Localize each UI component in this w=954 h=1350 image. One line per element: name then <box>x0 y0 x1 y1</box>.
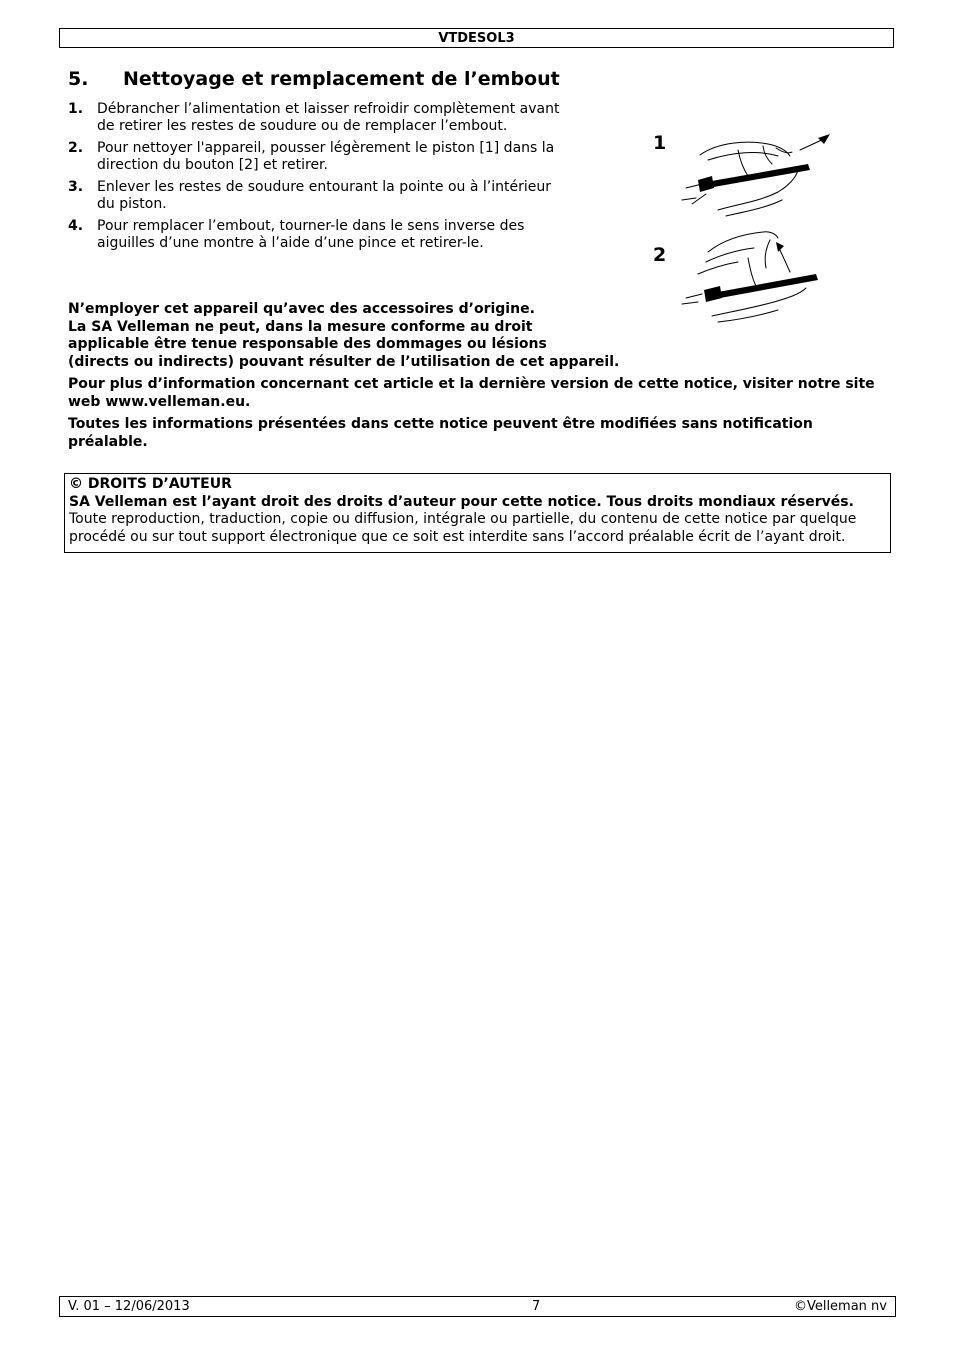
step-text: Pour remplacer l’embout, tourner-le dans le sens inverse des aiguilles d’une montre à l’aide d’une pince et retirer-le. <box>97 218 525 251</box>
copyright-statement: SA Velleman est l’ayant droit des droits d’auteur pour cette notice. Tous droits mondiaux réservés. <box>69 493 854 510</box>
step-number: 3. <box>68 179 84 195</box>
figure-1-label: 1 <box>653 132 667 154</box>
copyright-text: Toute reproduction, traduction, copie ou diffusion, intégrale ou partielle, du contenu de cette notice par quelque procédé ou sur tout support électronique que ce soit est interdite sans l’accord préalable écrit de l’ayant droit. <box>69 511 857 545</box>
document-header <box>59 28 894 48</box>
instruction-steps <box>68 101 568 257</box>
step-text: Pour nettoyer l'appareil, pousser légèrement le piston [1] dans la direction du bouton [2] et retirer. <box>97 140 555 173</box>
step-item <box>68 179 568 213</box>
disclaimer-line: N’employer cet appareil qu’avec des accessoires d’origine. <box>68 301 535 317</box>
section-number: 5. <box>68 68 89 90</box>
section-title: Nettoyage et remplacement de l’embout <box>123 68 560 90</box>
step-number: 2. <box>68 140 84 156</box>
step-number: 4. <box>68 218 84 234</box>
copyright-heading: © DROITS D’AUTEUR <box>69 476 232 492</box>
step-item <box>68 218 568 252</box>
footer-company: ©Velleman nv <box>793 1299 887 1314</box>
page-footer <box>59 1296 896 1317</box>
document-model-title: VTDESOL3 <box>438 31 515 46</box>
step-item <box>68 101 568 135</box>
usage-disclaimer <box>68 301 888 371</box>
disclaimer-line: La SA Velleman ne peut, dans la mesure conforme au droit <box>68 318 533 335</box>
figure-2-label: 2 <box>653 244 667 266</box>
step-text: Débrancher l’alimentation et laisser refroidir complètement avant de retirer les restes de soudure ou de remplacer l’embout. <box>97 101 560 134</box>
section-heading <box>68 68 560 90</box>
copyright-box <box>64 473 891 553</box>
modification-notice: Toutes les informations présentées dans cette notice peuvent être modifiées sans notification préalable. <box>68 416 813 450</box>
website-notice: Pour plus d’information concernant cet article et la dernière version de cette notice, visiter notre site web www.velleman.eu. <box>68 376 875 410</box>
disclaimer-line: (directs ou indirects) pouvant résulter de l’utilisation de cet appareil. <box>68 353 620 370</box>
hand-pushing-piston-illustration <box>678 130 833 222</box>
footer-page-number: 7 <box>532 1299 541 1314</box>
step-item <box>68 140 568 174</box>
step-number: 1. <box>68 101 84 117</box>
step-text: Enlever les restes de soudure entourant la pointe ou à l’intérieur du piston. <box>97 179 551 212</box>
footer-version: V. 01 – 12/06/2013 <box>68 1299 190 1314</box>
disclaimer-line: applicable être tenue responsable des dommages ou lésions <box>68 336 547 352</box>
